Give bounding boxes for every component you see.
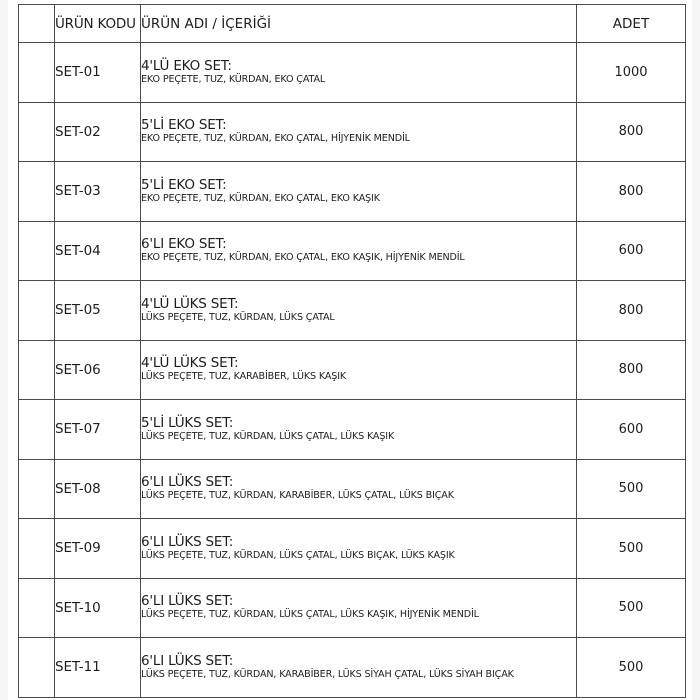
quantity: 800: [577, 281, 686, 341]
set-title: 6'LI EKO SET:: [141, 236, 227, 253]
set-contents: LÜKS PEÇETE, TUZ, KÜRDAN, KARABİBER, LÜKS ÇATAL, LÜKS BIÇAK: [141, 490, 454, 502]
set-title: 4'LÜ LÜKS SET:: [141, 355, 239, 372]
product-name-cell: [141, 221, 577, 281]
index-cell: [19, 638, 55, 698]
set-contents: EKO PEÇETE, TUZ, KÜRDAN, EKO ÇATAL, EKO KAŞIK, HİJYENİK MENDİL: [141, 252, 465, 264]
quantity: 500: [577, 519, 686, 579]
table-row: [19, 400, 686, 460]
set-title: 5'Lİ LÜKS SET:: [141, 414, 234, 431]
index-cell: [19, 221, 55, 281]
set-title: 6'LI LÜKS SET:: [141, 533, 234, 550]
header-product-name: ÜRÜN ADI / İÇERİĞİ: [141, 5, 577, 43]
set-contents: EKO PEÇETE, TUZ, KÜRDAN, EKO ÇATAL, HİJYENİK MENDİL: [141, 133, 410, 145]
table-header-row: [19, 5, 686, 43]
set-title: 5'Lİ EKO SET:: [141, 117, 227, 134]
product-name-cell: [141, 519, 577, 579]
product-name-cell: [141, 43, 577, 103]
set-title: 4'LÜ LÜKS SET:: [141, 295, 239, 312]
set-title: 6'LI LÜKS SET:: [141, 593, 234, 610]
product-code: SET-05: [55, 281, 141, 341]
set-contents: LÜKS PEÇETE, TUZ, KÜRDAN, LÜKS ÇATAL: [141, 311, 335, 323]
index-cell: [19, 43, 55, 103]
set-contents: LÜKS PEÇETE, TUZ, KÜRDAN, KARABİBER, LÜKS SİYAH ÇATAL, LÜKS SİYAH BIÇAK: [141, 668, 514, 680]
header-quantity: ADET: [577, 5, 686, 43]
quantity: 800: [577, 162, 686, 222]
product-code: SET-04: [55, 221, 141, 281]
product-name-cell: [141, 162, 577, 222]
index-cell: [19, 578, 55, 638]
table-row: [19, 578, 686, 638]
product-set-table: [18, 4, 686, 698]
product-name-cell: [141, 400, 577, 460]
set-contents: LÜKS PEÇETE, TUZ, KÜRDAN, LÜKS ÇATAL, LÜKS KAŞIK: [141, 430, 395, 442]
set-title: 5'Lİ EKO SET:: [141, 176, 227, 193]
product-name-cell: [141, 459, 577, 519]
product-code: SET-08: [55, 459, 141, 519]
product-code: SET-01: [55, 43, 141, 103]
set-contents: LÜKS PEÇETE, TUZ, KARABİBER, LÜKS KAŞIK: [141, 371, 347, 383]
product-code: SET-07: [55, 400, 141, 460]
set-title: 6'LI LÜKS SET:: [141, 652, 234, 669]
product-code: SET-02: [55, 102, 141, 162]
table-row: [19, 459, 686, 519]
quantity: 600: [577, 400, 686, 460]
table-row: [19, 281, 686, 341]
product-code: SET-09: [55, 519, 141, 579]
table-row: [19, 340, 686, 400]
index-cell: [19, 459, 55, 519]
table-row: [19, 102, 686, 162]
product-name-cell: [141, 281, 577, 341]
product-name-cell: [141, 340, 577, 400]
table-row: [19, 43, 686, 103]
quantity: 500: [577, 459, 686, 519]
product-name-cell: [141, 102, 577, 162]
quantity: 500: [577, 638, 686, 698]
product-code: SET-06: [55, 340, 141, 400]
product-code: SET-10: [55, 578, 141, 638]
product-code: SET-11: [55, 638, 141, 698]
table-row: [19, 221, 686, 281]
table-row: [19, 519, 686, 579]
product-code: SET-03: [55, 162, 141, 222]
index-cell: [19, 102, 55, 162]
table-row: [19, 638, 686, 698]
product-name-cell: [141, 578, 577, 638]
set-title: 4'LÜ EKO SET:: [141, 57, 232, 74]
index-cell: [19, 400, 55, 460]
header-index-cell: [19, 5, 55, 43]
quantity: 500: [577, 578, 686, 638]
product-name-cell: [141, 638, 577, 698]
index-cell: [19, 340, 55, 400]
quantity: 800: [577, 102, 686, 162]
index-cell: [19, 519, 55, 579]
quantity: 600: [577, 221, 686, 281]
quantity: 800: [577, 340, 686, 400]
set-contents: LÜKS PEÇETE, TUZ, KÜRDAN, LÜKS ÇATAL, LÜKS BIÇAK, LÜKS KAŞIK: [141, 549, 455, 561]
set-title: 6'LI LÜKS SET:: [141, 474, 234, 491]
index-cell: [19, 281, 55, 341]
set-contents: EKO PEÇETE, TUZ, KÜRDAN, EKO ÇATAL: [141, 73, 326, 85]
set-contents: LÜKS PEÇETE, TUZ, KÜRDAN, LÜKS ÇATAL, LÜKS KAŞIK, HİJYENİK MENDİL: [141, 609, 479, 621]
index-cell: [19, 162, 55, 222]
quantity: 1000: [577, 43, 686, 103]
table-row: [19, 162, 686, 222]
set-contents: EKO PEÇETE, TUZ, KÜRDAN, EKO ÇATAL, EKO KAŞIK: [141, 192, 380, 204]
header-product-code: ÜRÜN KODU: [55, 5, 141, 43]
